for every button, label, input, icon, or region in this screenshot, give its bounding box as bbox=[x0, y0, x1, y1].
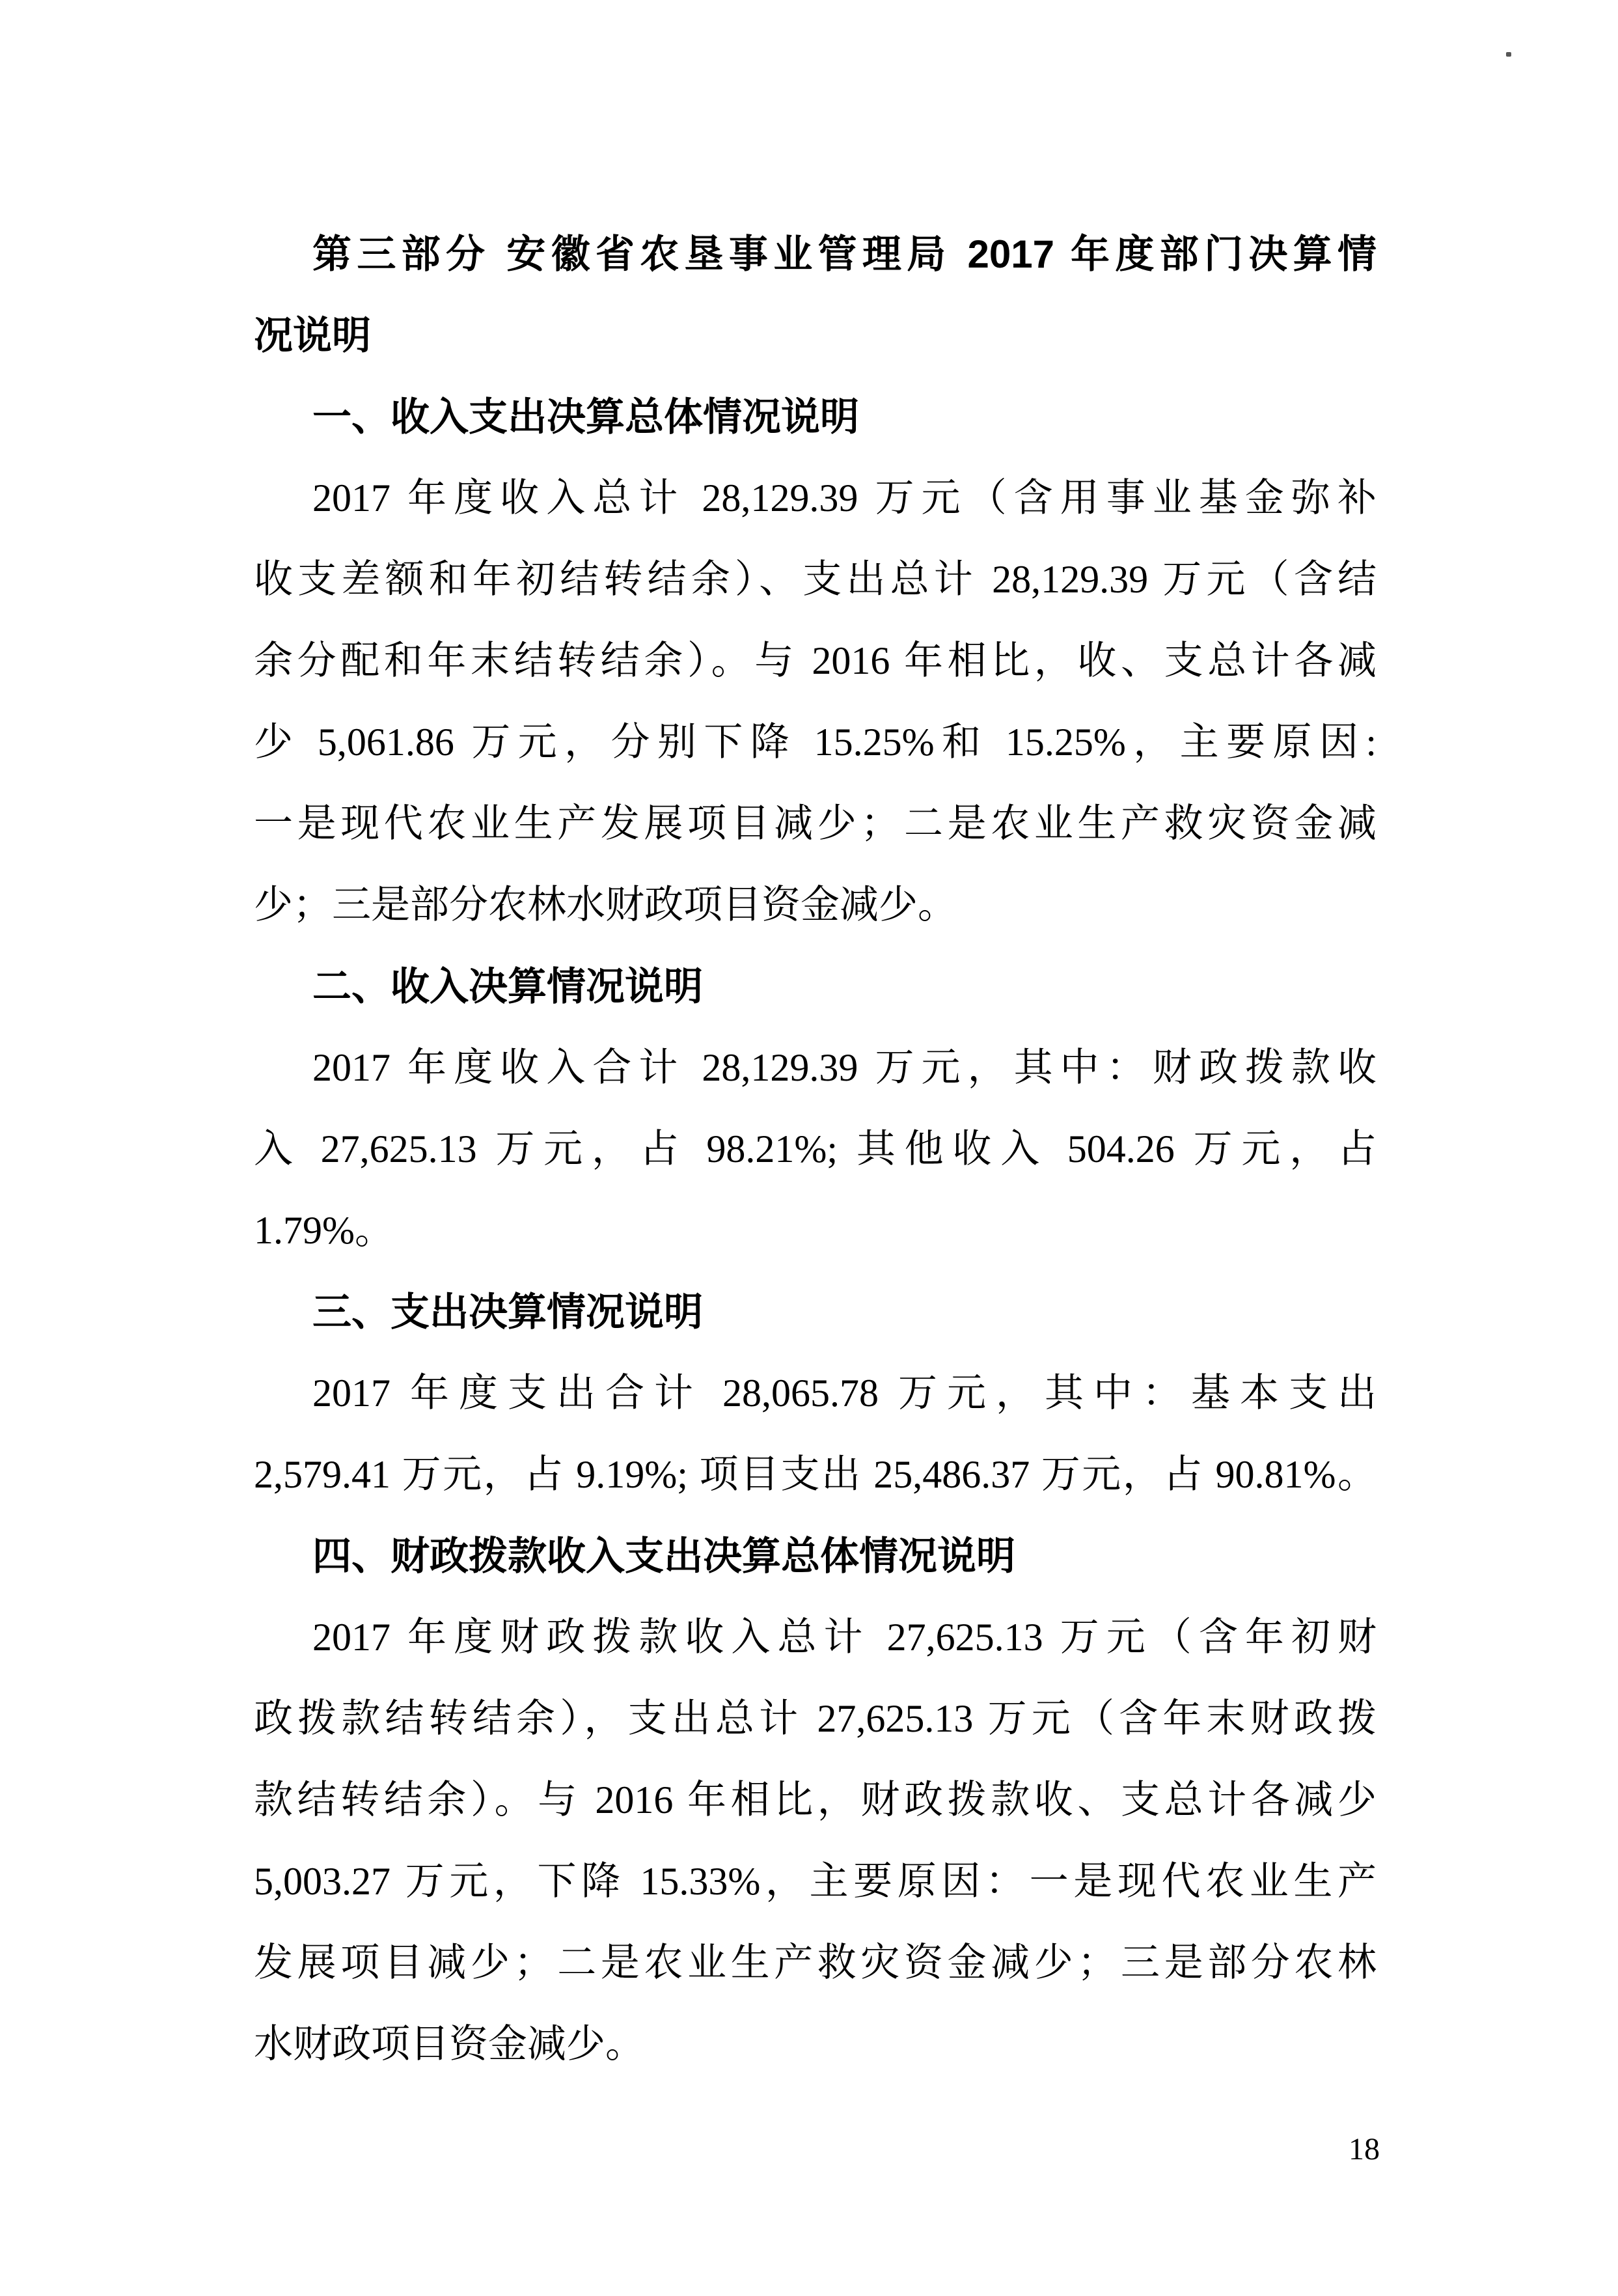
section-heading bbox=[254, 376, 1377, 458]
paragraph-line: 政拨款结转结余），支出总计 27,625.13 万元（含年末财政拨 bbox=[254, 1697, 1377, 1740]
page-number: 18 bbox=[1349, 2132, 1380, 2166]
heading-line: 二、收入决算情况说明 bbox=[312, 965, 703, 1008]
title-line: 第三部分 安徽省农垦事业管理局 2017 年度部门决算情 bbox=[312, 232, 1377, 276]
paragraph-line: 2017 年度支出合计 28,065.78 万元，其中：基本支出 bbox=[312, 1372, 1377, 1415]
paragraph-line: 2017 年度收入合计 28,129.39 万元，其中：财政拨款收 bbox=[312, 1046, 1377, 1089]
paragraph-line: 余分配和年末结转结余）。与 2016 年相比，收、支总计各减 bbox=[254, 639, 1377, 682]
section-heading bbox=[254, 1515, 1377, 1597]
document-content bbox=[254, 214, 1377, 2085]
paragraph bbox=[254, 1027, 1377, 1271]
paragraph bbox=[254, 1597, 1377, 2085]
paragraph-line: 1.79%。 bbox=[254, 1209, 394, 1252]
heading-line: 三、支出决算情况说明 bbox=[312, 1290, 703, 1334]
paragraph-line: 收支差额和年初结转结余）、支出总计 28,129.39 万元（含结 bbox=[254, 558, 1377, 601]
paragraph bbox=[254, 1353, 1377, 1515]
paragraph-line: 款结转结余）。与 2016 年相比，财政拨款收、支总计各减少 bbox=[254, 1778, 1377, 1821]
paragraph-line: 2,579.41 万元，占 9.19%; 项目支出 25,486.37 万元，占 90.81%。 bbox=[254, 1453, 1377, 1496]
paragraph-line: 一是现代农业生产发展项目减少；二是农业生产救灾资金减 bbox=[254, 802, 1377, 845]
paragraph-line: 发展项目减少；二是农业生产救灾资金减少；三是部分农林 bbox=[254, 1941, 1377, 1984]
paragraph-line: 入 27,625.13 万元，占 98.21%; 其他收入 504.26 万元，占 bbox=[254, 1127, 1377, 1170]
paragraph-line: 2017 年度财政拨款收入总计 27,625.13 万元（含年初财 bbox=[312, 1616, 1377, 1659]
document-title bbox=[254, 214, 1377, 376]
heading-line: 四、财政拨款收入支出决算总体情况说明 bbox=[312, 1534, 1015, 1578]
section-heading bbox=[254, 946, 1377, 1027]
title-line: 况说明 bbox=[254, 314, 371, 357]
paragraph-line: 少 5,061.86 万元，分别下降 15.25%和 15.25%，主要原因: bbox=[254, 721, 1377, 764]
paragraph-line: 2017 年度收入总计 28,129.39 万元（含用事业基金弥补 bbox=[312, 477, 1377, 519]
section-heading bbox=[254, 1271, 1377, 1353]
paragraph-line: 少；三是部分农林水财政项目资金减少。 bbox=[254, 883, 957, 926]
paragraph-line: 5,003.27 万元，下降 15.33%，主要原因：一是现代农业生产 bbox=[254, 1860, 1377, 1903]
scan-artifact-dot bbox=[1506, 52, 1511, 57]
paragraph bbox=[254, 458, 1377, 946]
paragraph-line: 水财政项目资金减少。 bbox=[254, 2023, 644, 2066]
heading-line: 一、收入支出决算总体情况说明 bbox=[312, 395, 859, 439]
